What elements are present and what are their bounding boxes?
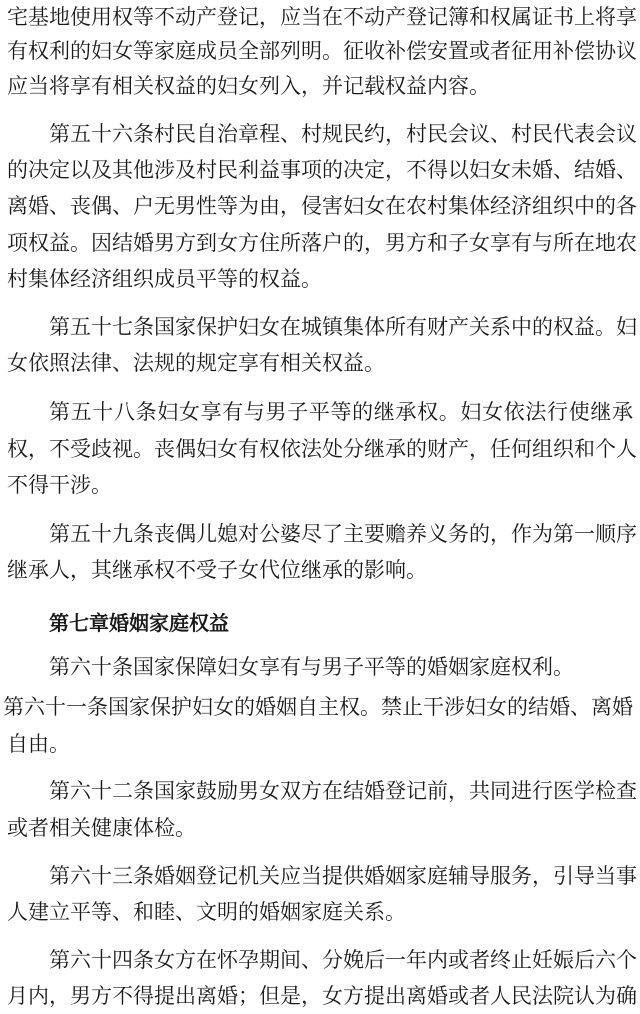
article-59-line-2: 继承人，其继承权不受子女代位继承的影响。 <box>7 558 427 582</box>
article-57-line-1: 第五十七条国家保护妇女在城镇集体所有财产关系中的权益。妇 <box>49 315 637 339</box>
chapter-7-heading: 第七章婚姻家庭权益 <box>49 611 229 635</box>
article-57-line-2: 女依照法律、法规的规定享有相关权益。 <box>7 351 385 375</box>
article-58-line-2: 权，不受歧视。丧偶妇女有权依法处分继承的财产，任何组织和个人 <box>7 437 637 461</box>
article-63-line-1: 第六十三条婚姻登记机关应当提供婚姻家庭辅导服务，引导当事 <box>49 864 637 888</box>
article-58-line-3: 不得干涉。 <box>7 473 112 497</box>
article-60-line: 第六十条国家保障妇女享有与男子平等的婚姻家庭权利。 <box>49 655 574 679</box>
article-61-line-2: 自由。 <box>7 732 70 756</box>
article-56-line-2: 的决定以及其他涉及村民利益事项的决定，不得以妇女未婚、结婚、 <box>7 158 637 182</box>
article-56-line-5: 村集体经济组织成员平等的权益。 <box>7 267 322 291</box>
article-61-line-1: 第六十一条国家保护妇女的婚姻自主权。禁止干涉妇女的结婚、离婚 <box>3 695 633 719</box>
article-64-line-1: 第六十四条女方在怀孕期间、分娩后一年内或者终止妊娠后六个 <box>49 948 637 972</box>
article-56-line-4: 项权益。因结婚男方到女方住所落户的，男方和子女享有与所在地农 <box>7 231 637 255</box>
article-56-line-3: 离婚、丧偶、户无男性等为由，侵害妇女在农村集体经济组织中的各 <box>7 194 637 218</box>
article-63-line-2: 人建立平等、和睦、文明的婚姻家庭关系。 <box>7 900 406 924</box>
text-line-2: 有权利的妇女等家庭成员全部列明。征收补偿安置或者征用补偿协议 <box>7 39 637 63</box>
article-58-line-1: 第五十八条妇女享有与男子平等的继承权。妇女依法行使继承 <box>49 400 633 424</box>
article-62-line-2: 或者相关健康体检。 <box>7 816 196 840</box>
article-59-line-1: 第五十九条丧偶儿媳对公婆尽了主要赡养义务的，作为第一顺序 <box>49 522 637 546</box>
article-62-line-1: 第六十二条国家鼓励男女双方在结婚登记前，共同进行医学检查 <box>49 779 637 803</box>
text-line-1: 宅基地使用权等不动产登记，应当在不动产登记簿和权属证书上将享 <box>7 5 637 29</box>
article-64-line-2: 月内，男方不得提出离婚；但是，女方提出离婚或者人民法院认为确 <box>7 984 637 1008</box>
text-line-3: 应当将享有相关权益的妇女列入，并记载权益内容。 <box>7 74 490 98</box>
article-56-line-1: 第五十六条村民自治章程、村规民约，村民会议、村民代表会议 <box>49 122 637 146</box>
